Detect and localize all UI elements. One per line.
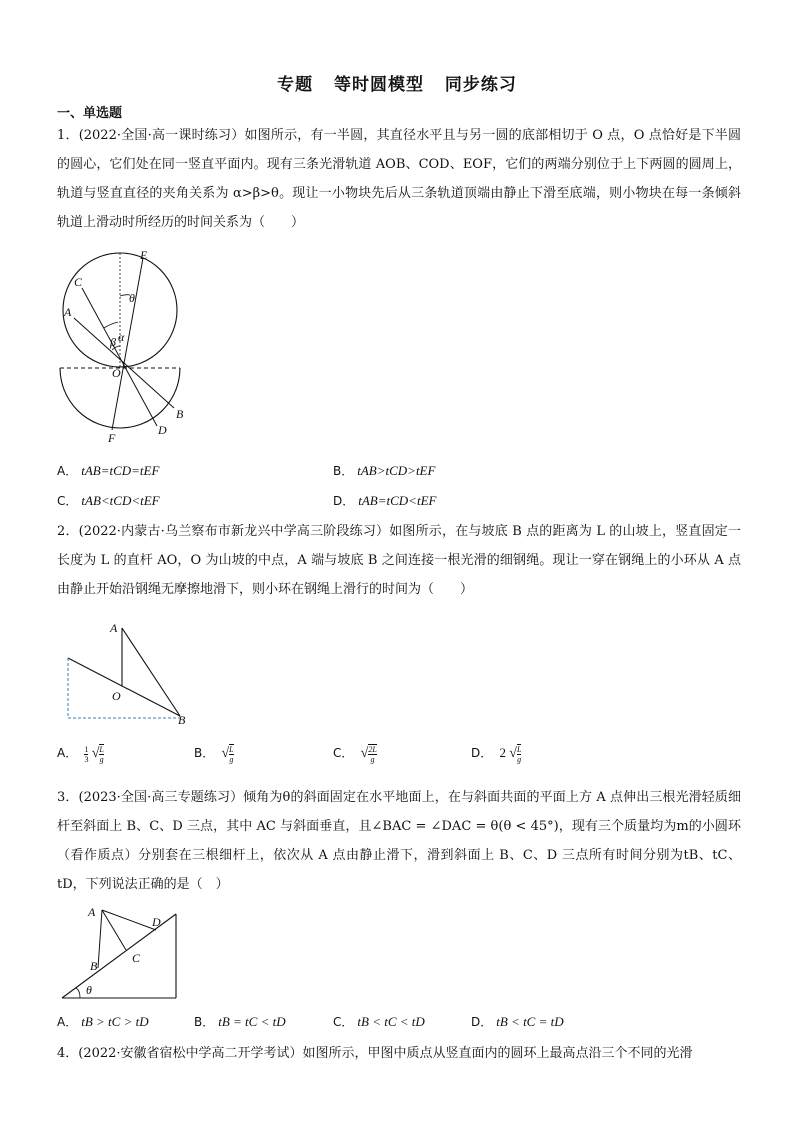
label-E: E bbox=[140, 248, 148, 262]
label-C: C bbox=[74, 275, 83, 289]
wire-AB bbox=[122, 628, 180, 716]
title-part-3: 同步练习 bbox=[444, 75, 517, 95]
label-B: B bbox=[90, 959, 98, 973]
title-part-2: 等时圆模型 bbox=[334, 75, 424, 95]
question-3-text: 3．(2023·全国·高三专题练习）倾角为θ的斜面固定在水平地面上，在与斜面共面的平面上方 A 点伸出三根光滑轻质细杆至斜面上 B、C、D 三点，其中 AC 与斜面垂直，且∠BAC = ∠DAC = θ(θ < 45°)，现有三个质量均为m的小圆环（看作质点）分别套在三根细杆上，依次从 A 点由静止滑下，滑到斜面上 B、C、D 三点所有时间分别为tB、tC、tD，下列说法正确的是（ ） bbox=[57, 790, 741, 892]
rod-AD bbox=[102, 910, 156, 930]
label-theta: θ bbox=[86, 983, 92, 997]
q2-option-c[interactable]: C． √ $\frac{2L}{g}$ bbox=[333, 745, 377, 765]
label-O: O bbox=[112, 689, 121, 703]
label-alpha: α bbox=[118, 330, 125, 344]
q1-option-c[interactable]: C． tAB<tCD<tEF bbox=[57, 493, 160, 508]
label-A: A bbox=[88, 905, 96, 919]
label-A: A bbox=[64, 305, 72, 319]
q3-option-a[interactable]: A． tB > tC > tD bbox=[57, 1014, 149, 1029]
label-C: C bbox=[132, 951, 141, 965]
label-O: O bbox=[112, 366, 121, 380]
label-B: B bbox=[178, 713, 186, 726]
label-D: D bbox=[158, 423, 167, 437]
rod-AB bbox=[98, 910, 102, 968]
q3-option-d[interactable]: D． tB < tC = tD bbox=[471, 1014, 564, 1029]
question-4-text: 4．(2022·安徽省宿松中学高二开学考试）如图所示，甲图中质点从竖直面内的圆环上最高点沿三个不同的光滑 bbox=[57, 1046, 693, 1061]
question-1-diagram bbox=[52, 248, 232, 450]
angle-theta-arc bbox=[76, 988, 80, 998]
q2-option-a[interactable]: A． $\frac{1}{3}$ √ $\frac{L}{g}$ bbox=[57, 744, 104, 765]
question-1-text: 1．(2022·全国·高一课时练习）如图所示，有一半圆，其直径水平且与另一圆的底部相切于 O 点，O 点恰好是下半圆的圆心，它们处在同一竖直平面内。现有三条光滑轨道 AOB、COD、EOF，它们的两端分别位于上下两圆的圆周上，轨道与竖直直径的夹角关系为 α>β>θ。现让一小物块先后从三条轨道顶端由静止下滑至底端，则小物块在每一条倾斜轨道上滑动时所经历的时间关系为（ ） bbox=[57, 128, 741, 230]
label-beta: β bbox=[110, 335, 116, 349]
q2-option-d[interactable]: D． 2 √ $\frac{L}{g}$ bbox=[471, 745, 522, 765]
q1-option-a[interactable]: A． tAB=tCD=tEF bbox=[57, 463, 160, 478]
label-theta: θ bbox=[129, 291, 135, 305]
label-D: D bbox=[152, 915, 161, 929]
q3-option-b[interactable]: B． tB = tC < tD bbox=[194, 1014, 286, 1029]
label-B: B bbox=[176, 407, 184, 421]
q1-option-d[interactable]: D． tAB=tCD<tEF bbox=[333, 493, 437, 508]
angle-beta-arc bbox=[104, 322, 118, 328]
question-3-diagram bbox=[58, 902, 183, 1004]
q2-option-b[interactable]: B． √ $\frac{L}{g}$ bbox=[194, 745, 234, 765]
track-COD bbox=[82, 288, 157, 426]
rod-AC bbox=[102, 910, 126, 950]
q3-option-c[interactable]: C． tB < tC < tD bbox=[333, 1014, 425, 1029]
label-F: F bbox=[108, 431, 116, 445]
question-2-diagram bbox=[60, 614, 200, 726]
page-title bbox=[0, 70, 794, 95]
label-A: A bbox=[110, 621, 118, 635]
question-2-text: 2．(2022·内蒙古·乌兰察布市新龙兴中学高三阶段练习）如图所示，在与坡底 B 点的距离为 L 的山坡上，竖直固定一长度为 L 的直杆 AO，O 为山坡的中点，A 端与坡底 B 之间连接一根光滑的细钢绳。现让一穿在钢绳上的小环从 A 点由静止开始沿钢绳无摩擦地滑下，则小环在钢绳上滑行的时间为（ ） bbox=[57, 524, 741, 597]
q1-option-b[interactable]: B． tAB>tCD>tEF bbox=[333, 463, 436, 478]
slope-line bbox=[68, 658, 180, 716]
track-EOF bbox=[112, 258, 143, 430]
section-heading: 一、单选题 bbox=[57, 106, 123, 121]
title-part-1: 专题 bbox=[277, 75, 314, 95]
